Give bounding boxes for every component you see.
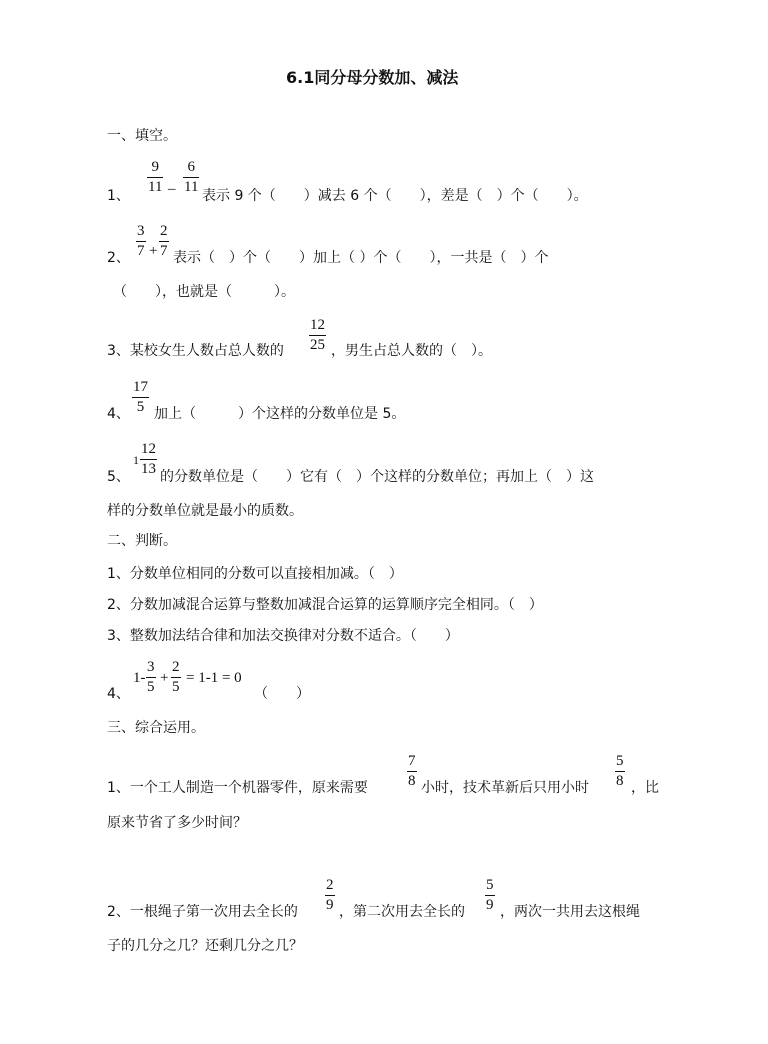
- question-text: 表示（ ）个（ ）加上（ ）个（ ），一共是（ ）个: [173, 250, 549, 266]
- fraction: [132, 380, 149, 415]
- fraction: [485, 878, 495, 913]
- section-heading-fill-blank: 一、填空。: [107, 128, 177, 144]
- fraction: [407, 754, 417, 789]
- question-2-1: 1、分数单位相同的分数可以直接相加减。（ ）: [107, 566, 403, 582]
- question-text: 的分数单位是（ ）它有（ ）个这样的分数单位；再加上（ ）这: [160, 469, 594, 485]
- question-text-continued: 子的几分之几？还剩几分之几？: [107, 938, 303, 954]
- section-heading-judgement: 二、判断。: [107, 533, 177, 549]
- question-text: 表示 9 个（ ）减去 6 个（ ），差是（ ）个（ ）。: [202, 188, 588, 204]
- numerator: 2: [172, 659, 180, 675]
- denominator: 11: [184, 179, 199, 195]
- denominator: 9: [486, 897, 494, 913]
- question-text-continued: 样的分数单位就是最小的质数。: [107, 503, 303, 519]
- denominator: 5: [147, 679, 155, 695]
- question-text-continued: （ ），也就是（ ）。: [113, 284, 295, 300]
- question-text: 加上（ ）个这样的分数单位是 5。: [154, 406, 406, 422]
- question-text: 2、一根绳子第一次用去全长的: [107, 904, 298, 920]
- numerator: 5: [486, 877, 494, 893]
- numerator: 6: [187, 159, 195, 175]
- denominator: 11: [148, 179, 163, 195]
- question-number: 5、: [107, 469, 130, 485]
- denominator: 8: [616, 773, 624, 789]
- numerator: 12: [141, 441, 156, 457]
- question-text: 1、一个工人制造一个机器零件，原来需要: [107, 780, 368, 796]
- numerator: 9: [151, 159, 159, 175]
- fraction: [325, 878, 335, 913]
- fraction: [183, 160, 199, 195]
- question-text-middle: 小时，技术革新后只用小时: [421, 780, 589, 796]
- fraction: [615, 754, 625, 789]
- answer-blank: （ ）: [254, 686, 310, 702]
- denominator: 9: [326, 897, 334, 913]
- denominator: 7: [160, 243, 168, 259]
- fraction: [309, 318, 326, 353]
- question-number: 4、: [107, 686, 130, 702]
- numerator: 3: [147, 659, 155, 675]
- numerator: 12: [310, 317, 325, 333]
- numerator: 2: [160, 223, 168, 239]
- question-text-continued: 原来节省了多少时间？: [107, 815, 247, 831]
- denominator: 5: [172, 679, 180, 695]
- numerator: 3: [137, 223, 145, 239]
- numerator: 2: [326, 877, 334, 893]
- fraction: [146, 660, 156, 695]
- mixed-number-whole: 1: [133, 453, 139, 467]
- numerator: 17: [133, 379, 148, 395]
- expression-rest: = 1-1 = 0: [186, 670, 242, 686]
- minus-sign: –: [168, 181, 176, 197]
- question-number: 4、: [107, 406, 130, 422]
- denominator: 13: [141, 461, 156, 477]
- question-number: 1、: [107, 188, 130, 204]
- denominator: 5: [136, 399, 145, 415]
- plus-sign: +: [149, 243, 158, 259]
- section-heading-application: 三、综合运用。: [107, 720, 205, 736]
- expression-lead: 1-: [133, 670, 146, 686]
- question-2-2: 2、分数加减混合运算与整数加减混合运算的运算顺序完全相同。（ ）: [107, 597, 543, 613]
- fraction: [159, 224, 169, 259]
- fraction: [136, 224, 146, 259]
- denominator: 25: [310, 337, 325, 353]
- fraction: [140, 442, 157, 477]
- numerator: 5: [616, 753, 624, 769]
- denominator: 7: [137, 243, 145, 259]
- question-text-after-fraction: ，男生占总人数的（ ）。: [331, 343, 492, 359]
- question-number: 2、: [107, 250, 130, 266]
- numerator: 7: [408, 753, 416, 769]
- question-text-end: ，两次一共用去这根绳: [500, 904, 640, 920]
- denominator: 8: [408, 773, 416, 789]
- question-text: 3、某校女生人数占总人数的: [107, 343, 284, 359]
- fraction: [171, 660, 181, 695]
- fraction: [147, 160, 163, 195]
- question-text-middle: ，第二次用去全长的: [339, 904, 465, 920]
- question-text-end: ，比: [631, 780, 659, 796]
- question-2-3: 3、整数加法结合律和加法交换律对分数不适合。（ ）: [107, 628, 459, 644]
- plus-sign: +: [160, 670, 169, 686]
- page-title: 6.1同分母分数加、减法: [286, 68, 459, 87]
